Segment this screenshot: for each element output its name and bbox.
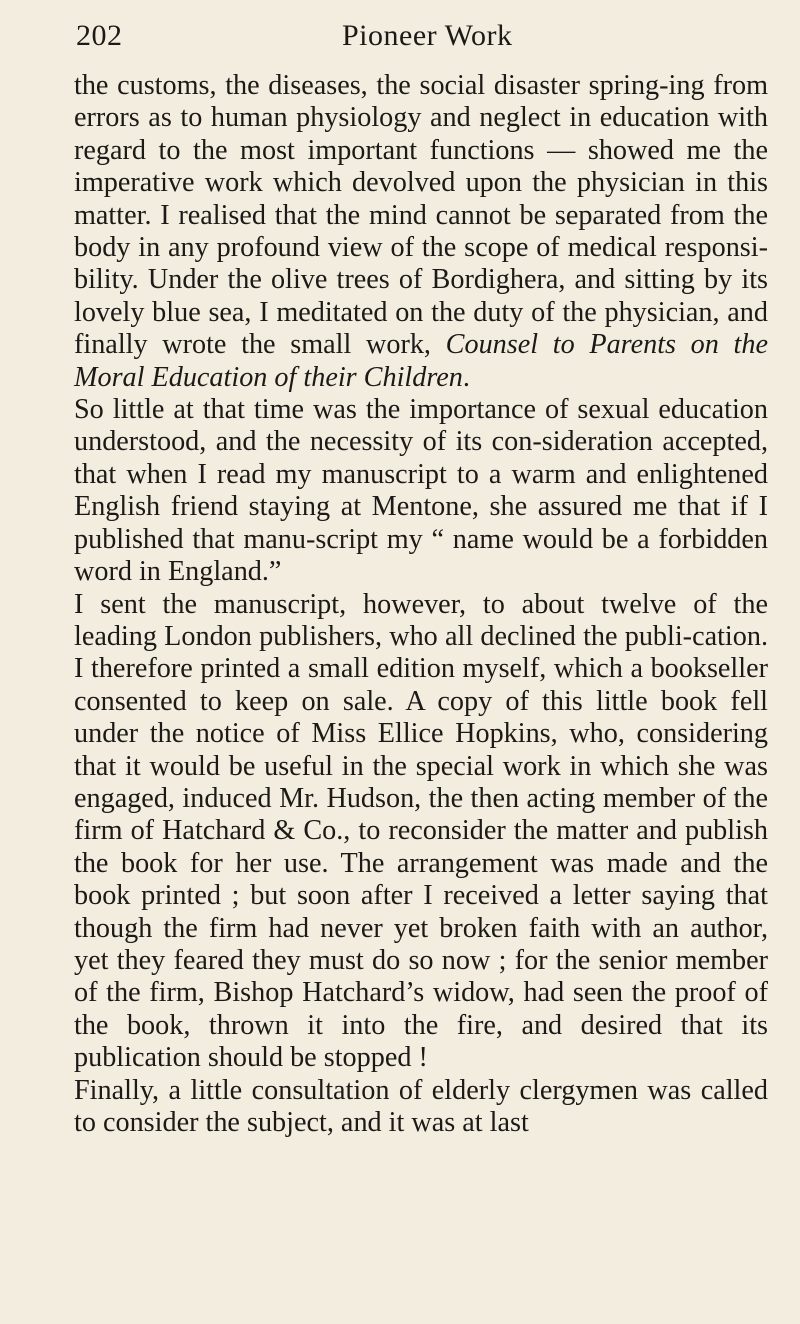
page-body-text	[74, 70, 768, 1139]
book-title: Counsel to Parents on the Moral Education of their Children	[74, 329, 768, 393]
running-header	[74, 12, 768, 60]
paragraph-1-text: the customs, the diseases, the social disaster spring-ing from errors as to human physiology and neglect in education with regard to the most important functions — showed me the imperative work which devolved upon the physician in this matter. I realised that the mind cannot be separated from the body in any profound view of the scope of medical responsi-bility. Under the olive trees of Bordighera, and sitting by its lovely blue sea, I meditated on the duty of the physician, and finally wrote the small work,	[74, 70, 768, 361]
running-title: Pioneer Work	[342, 19, 513, 52]
paragraph-counsel-to-parents	[74, 70, 768, 394]
paragraph-clergymen-consultation: Finally, a little consultation of elderly clergymen was called to consider the subject, and it was at last	[74, 1074, 768, 1138]
paragraph-1-period: .	[462, 361, 470, 393]
paragraph-sexual-education: So little at that time was the importance of sexual education understood, and the necessity of its con-sideration accepted, that when I read my manuscript to a warm and enlightened English friend staying at Mentone, she assured me that if I published that manu-script my “ name would be a forbidden word in England.”	[74, 394, 768, 588]
page-number: 202	[76, 19, 123, 52]
paragraph-manuscript-publication: I sent the manuscript, however, to about twelve of the leading London publishers, who all declined the publi-cation. I therefore printed a small edition myself, which a bookseller consented to keep on sale. A copy of this little book fell under the notice of Miss Ellice Hopkins, who, considering that it would be useful in the special work in which she was engaged, induced Mr. Hudson, the then acting member of the firm of Hatchard & Co., to reconsider the matter and publish the book for her use. The arrangement was made and the book printed ; but soon after I received a letter saying that though the firm had never yet broken faith with an author, yet they feared they must do so now ; for the senior member of the firm, Bishop Hatchard’s widow, had seen the proof of the book, thrown it into the fire, and desired that its publication should be stopped !	[74, 588, 768, 1074]
